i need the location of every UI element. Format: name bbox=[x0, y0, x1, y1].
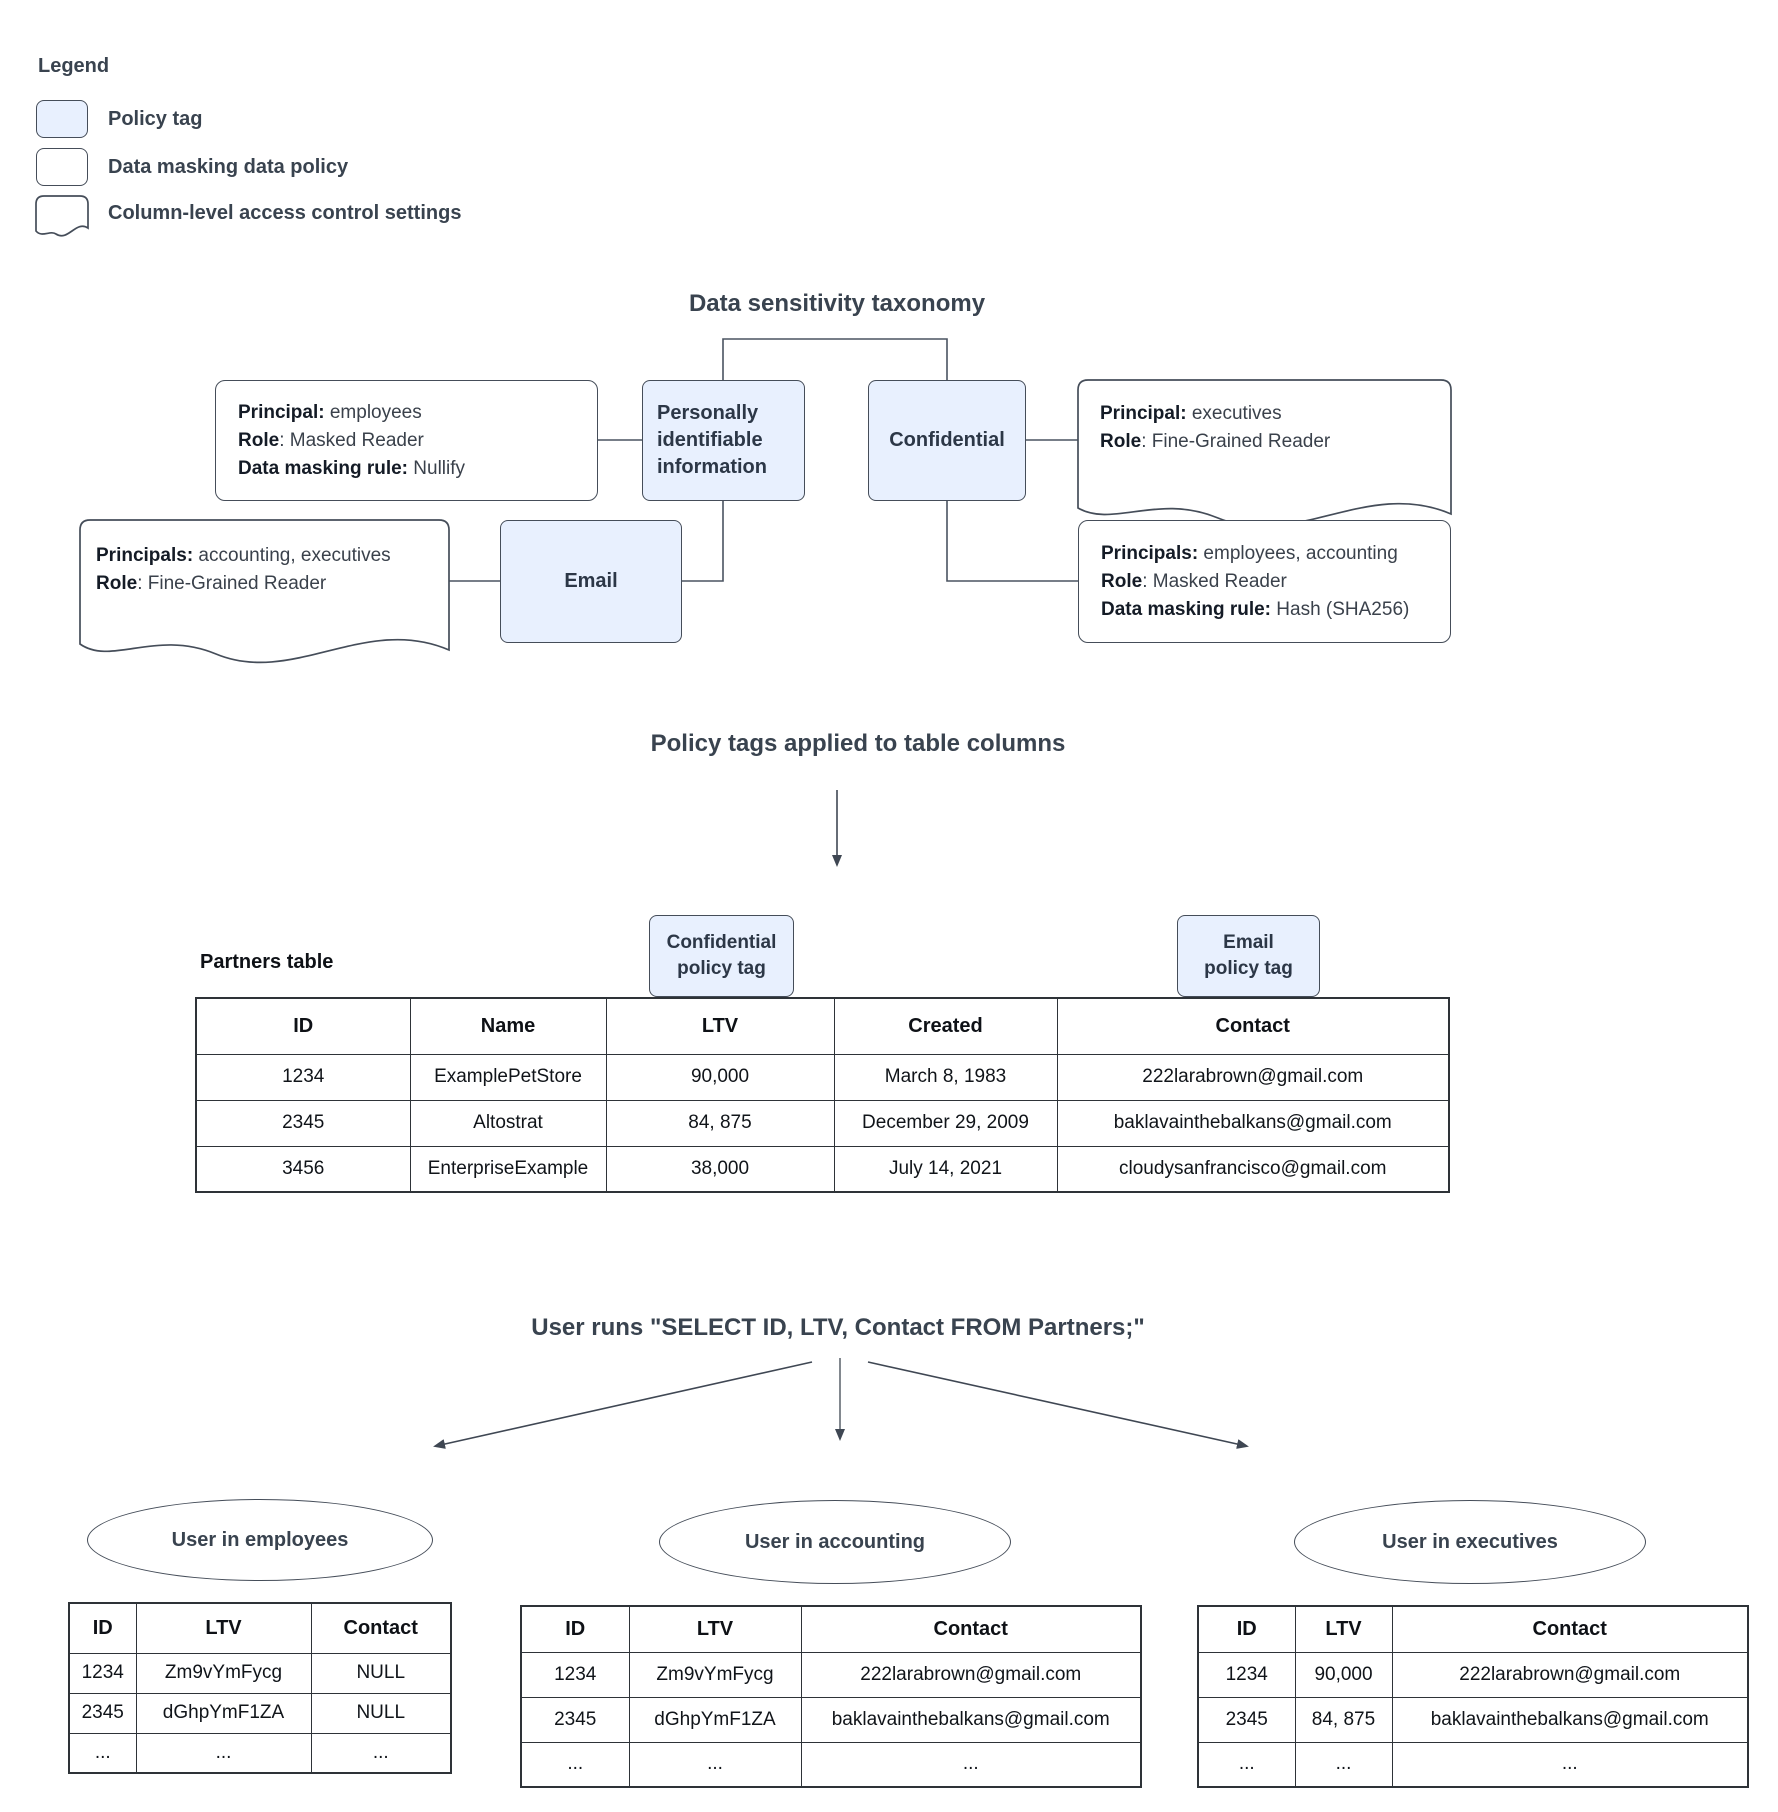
cell: 84, 875 bbox=[606, 1100, 834, 1146]
result-col-header: Contact bbox=[801, 1606, 1141, 1652]
partners-col-header: Created bbox=[834, 998, 1057, 1054]
callout-email-policy-tag bbox=[1177, 915, 1320, 997]
table-row bbox=[1198, 1697, 1748, 1742]
policy-tag-node-pii: Personally identifiable information bbox=[642, 380, 805, 501]
legend-policy-tag-swatch bbox=[36, 100, 88, 138]
applied-title: Policy tags applied to table columns bbox=[650, 730, 1066, 757]
table-row bbox=[69, 1693, 451, 1733]
callout-confidential-policy-tag bbox=[649, 915, 794, 997]
result-col-header: LTV bbox=[629, 1606, 801, 1652]
connector-confidential-hash bbox=[947, 501, 1078, 581]
taxonomy-title: Data sensitivity taxonomy bbox=[688, 290, 986, 317]
cell: dGhpYmF1ZA bbox=[136, 1693, 311, 1733]
table-row bbox=[196, 1100, 1449, 1146]
partners-col-header: ID bbox=[196, 998, 410, 1054]
access-line: Role: Fine-Grained Reader bbox=[96, 573, 327, 594]
table-row bbox=[69, 1733, 451, 1773]
legend-item-access-control: Column-level access control settings bbox=[108, 201, 462, 224]
legend-title: Legend bbox=[38, 55, 110, 77]
cell: ExamplePetStore bbox=[410, 1054, 606, 1100]
cell: ... bbox=[629, 1742, 801, 1787]
cell: 38,000 bbox=[606, 1146, 834, 1192]
user-group-employees: User in employees bbox=[87, 1499, 433, 1581]
cell: 2345 bbox=[69, 1693, 136, 1733]
table-row bbox=[521, 1742, 1141, 1787]
user-group-accounting: User in accounting bbox=[659, 1500, 1011, 1584]
cell: July 14, 2021 bbox=[834, 1146, 1057, 1192]
cell: baklavainthebalkans@gmail.com bbox=[801, 1697, 1141, 1742]
cell: 1234 bbox=[1198, 1652, 1295, 1697]
policy-tag-node-email: Email bbox=[500, 520, 682, 643]
policy-line: Data masking rule: Hash (SHA256) bbox=[1101, 598, 1410, 620]
policy-box-nullify bbox=[215, 380, 598, 501]
arrow-to-executives bbox=[868, 1362, 1246, 1446]
cell: cloudysanfrancisco@gmail.com bbox=[1057, 1146, 1449, 1192]
cell: ... bbox=[69, 1733, 136, 1773]
result-table-accounting bbox=[520, 1605, 1142, 1788]
access-line: Principal: executives bbox=[1100, 403, 1282, 424]
callout-line: policy tag bbox=[1204, 958, 1293, 979]
result-col-header: LTV bbox=[1295, 1606, 1392, 1652]
policy-tag-node-confidential: Confidential bbox=[868, 380, 1026, 501]
arrow-to-employees bbox=[436, 1362, 812, 1446]
result-col-header: ID bbox=[69, 1603, 136, 1653]
policy-line: Principal: employees bbox=[238, 401, 422, 423]
cell: 222larabrown@gmail.com bbox=[1057, 1054, 1449, 1100]
cell: 3456 bbox=[196, 1146, 410, 1192]
policy-line: Role: Masked Reader bbox=[1101, 570, 1287, 592]
cell: 222larabrown@gmail.com bbox=[1392, 1652, 1748, 1697]
result-col-header: Contact bbox=[311, 1603, 451, 1653]
cell: EnterpriseExample bbox=[410, 1146, 606, 1192]
cell: ... bbox=[1295, 1742, 1392, 1787]
connector-pii-confidential bbox=[723, 339, 947, 380]
cell: 2345 bbox=[521, 1697, 629, 1742]
cell: 90,000 bbox=[1295, 1652, 1392, 1697]
table-row bbox=[69, 1653, 451, 1693]
cell: ... bbox=[801, 1742, 1141, 1787]
cell: ... bbox=[311, 1733, 451, 1773]
callout-line: Confidential bbox=[666, 932, 777, 953]
callout-line: policy tag bbox=[677, 958, 766, 979]
policy-line: Role: Masked Reader bbox=[238, 429, 424, 451]
result-col-header: ID bbox=[521, 1606, 629, 1652]
table-row bbox=[1198, 1742, 1748, 1787]
cell: ... bbox=[1198, 1742, 1295, 1787]
cell: 84, 875 bbox=[1295, 1697, 1392, 1742]
cell: ... bbox=[1392, 1742, 1748, 1787]
cell: 1234 bbox=[196, 1054, 410, 1100]
cell: ... bbox=[521, 1742, 629, 1787]
table-row bbox=[196, 1054, 1449, 1100]
cell: Zm9vYmFycg bbox=[136, 1653, 311, 1693]
cell: baklavainthebalkans@gmail.com bbox=[1057, 1100, 1449, 1146]
cell: 1234 bbox=[69, 1653, 136, 1693]
cell: 90,000 bbox=[606, 1054, 834, 1100]
table-row bbox=[521, 1652, 1141, 1697]
cell: NULL bbox=[311, 1693, 451, 1733]
cell: baklavainthebalkans@gmail.com bbox=[1392, 1697, 1748, 1742]
policy-line: Principals: employees, accounting bbox=[1101, 542, 1398, 564]
table-row bbox=[521, 1697, 1141, 1742]
partners-table-label: Partners table bbox=[200, 951, 334, 973]
query-title: User runs "SELECT ID, LTV, Contact FROM Partners;" bbox=[531, 1314, 1145, 1341]
policy-line: Data masking rule: Nullify bbox=[238, 457, 466, 479]
user-group-executives: User in executives bbox=[1294, 1500, 1646, 1584]
cell: March 8, 1983 bbox=[834, 1054, 1057, 1100]
cell: NULL bbox=[311, 1653, 451, 1693]
connector-pii-email bbox=[682, 501, 723, 581]
partners-col-header: Contact bbox=[1057, 998, 1449, 1054]
partners-table bbox=[195, 997, 1450, 1193]
access-control-box-accounting-executives bbox=[96, 542, 441, 598]
table-row bbox=[196, 1146, 1449, 1192]
access-line: Principals: accounting, executives bbox=[96, 545, 391, 566]
cell: ... bbox=[136, 1733, 311, 1773]
cell: Altostrat bbox=[410, 1100, 606, 1146]
cell: December 29, 2009 bbox=[834, 1100, 1057, 1146]
result-table-executives bbox=[1197, 1605, 1749, 1788]
callout-line: Email bbox=[1223, 932, 1274, 953]
partners-col-header: Name bbox=[410, 998, 606, 1054]
cell: dGhpYmF1ZA bbox=[629, 1697, 801, 1742]
cell: 2345 bbox=[196, 1100, 410, 1146]
result-col-header: LTV bbox=[136, 1603, 311, 1653]
legend-access-control-swatch bbox=[36, 196, 88, 236]
table-row bbox=[1198, 1652, 1748, 1697]
cell: 1234 bbox=[521, 1652, 629, 1697]
cell: 2345 bbox=[1198, 1697, 1295, 1742]
result-table-employees bbox=[68, 1602, 452, 1774]
access-control-box-executives bbox=[1100, 400, 1440, 456]
partners-col-header: LTV bbox=[606, 998, 834, 1054]
result-col-header: ID bbox=[1198, 1606, 1295, 1652]
result-col-header: Contact bbox=[1392, 1606, 1748, 1652]
legend-data-policy-swatch bbox=[36, 148, 88, 186]
cell: Zm9vYmFycg bbox=[629, 1652, 801, 1697]
policy-box-hash bbox=[1078, 520, 1451, 643]
legend-item-data-policy: Data masking data policy bbox=[108, 155, 349, 178]
access-line: Role: Fine-Grained Reader bbox=[1100, 431, 1331, 452]
legend-item-policy-tag: Policy tag bbox=[108, 107, 203, 130]
cell: 222larabrown@gmail.com bbox=[801, 1652, 1141, 1697]
